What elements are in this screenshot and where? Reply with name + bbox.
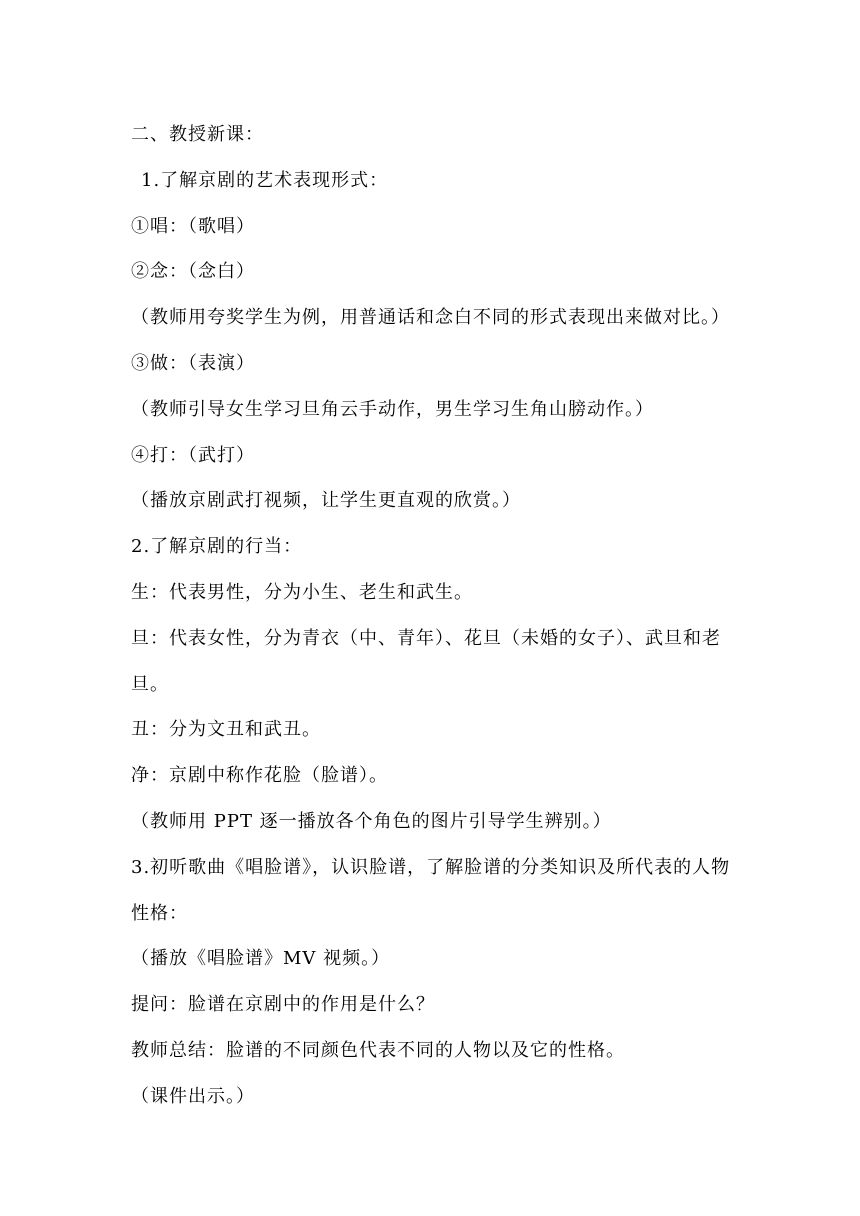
list-item: ①唱：（歌唱）: [131, 215, 255, 237]
list-item: ④打：（武打）: [131, 444, 255, 466]
list-item: ②念：（念白）: [131, 261, 255, 283]
note-text: （教师用 PPT 逐一播放各个角色的图片引导学生辨别。）: [131, 810, 612, 832]
body-text: 旦。: [131, 673, 169, 695]
note-text: （教师引导女生学习旦角云手动作，男生学习生角山膀动作。）: [131, 398, 654, 420]
subsection-heading: 3.初听歌曲《唱脸谱》，认识脸谱，了解脸谱的分类知识及所代表的人物: [131, 856, 731, 878]
body-text: 生：代表男性，分为小生、老生和武生。: [131, 581, 473, 603]
body-text: 净：京剧中称作花脸（脸谱）。: [131, 765, 388, 787]
subsection-heading: 1.了解京剧的艺术表现形式：: [141, 169, 389, 191]
note-text: （教师用夸奖学生为例，用普通话和念白不同的形式表现出来做对比。）: [131, 307, 730, 329]
body-text: 教师总结：脸谱的不同颜色代表不同的人物以及它的性格。: [131, 1039, 625, 1061]
subsection-heading: 性格：: [131, 902, 188, 924]
note-text: （课件出示。）: [131, 1085, 255, 1107]
document-body: [131, 112, 791, 1120]
note-text: （播放《唱脸谱》MV 视频。）: [131, 948, 391, 970]
body-text: 丑：分为文丑和武丑。: [131, 719, 321, 741]
body-text: 旦：代表女性，分为青衣（中、青年）、花旦（未婚的女子）、武旦和老: [131, 627, 721, 649]
note-text: （播放京剧武打视频，让学生更直观的欣赏。）: [131, 490, 521, 512]
body-text: 提问：脸谱在京剧中的作用是什么？: [131, 994, 435, 1016]
list-item: ③做：（表演）: [131, 352, 255, 374]
subsection-heading: 2.了解京剧的行当：: [131, 536, 303, 558]
section-heading: 二、教授新课：: [131, 124, 264, 145]
